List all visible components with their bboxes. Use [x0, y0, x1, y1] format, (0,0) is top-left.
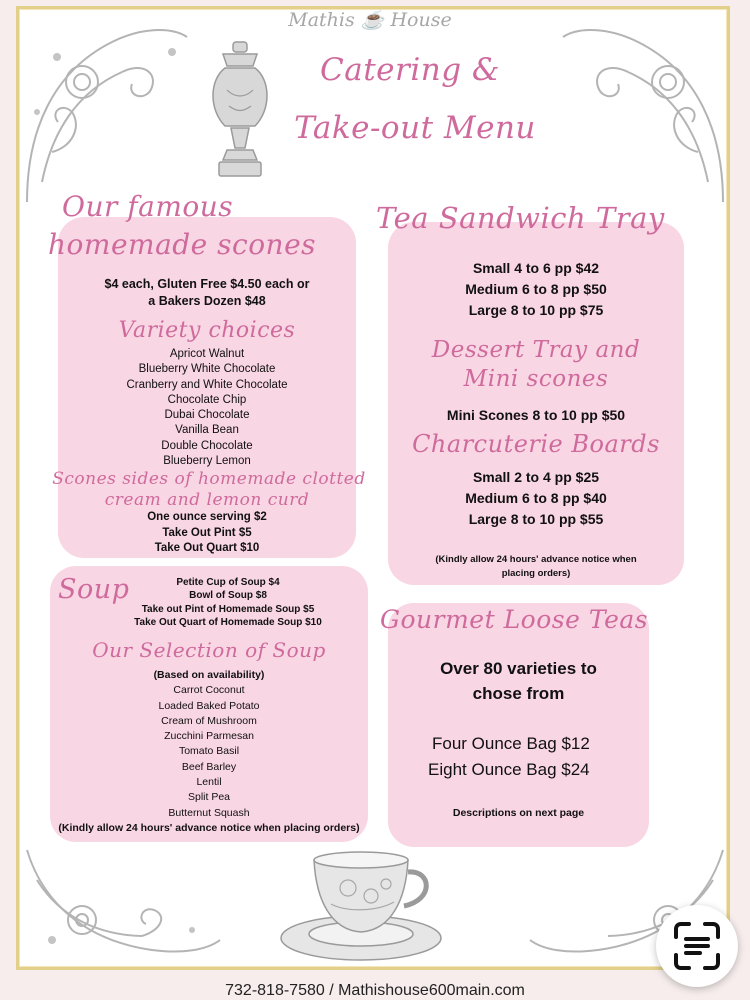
loose-teas-heading: Gourmet Loose Teas	[380, 605, 649, 634]
charcuterie-size: Large 8 to 10 pp $55	[468, 511, 604, 527]
soup-heading: Soup	[58, 574, 130, 605]
title-line-1: Catering &	[320, 52, 500, 88]
tea-tray-notice	[388, 553, 684, 581]
variety-list	[58, 347, 356, 469]
loose-teas-note: Descriptions on next page	[452, 807, 585, 819]
sides-heading-line-2: cream and lemon curd	[104, 490, 310, 510]
scones-price-line-2: a Bakers Dozen $48	[148, 294, 266, 308]
tea-tray-sizes	[388, 258, 684, 321]
soup-price-item: Petite Cup of Soup $4	[176, 577, 280, 588]
footer-contact: 732-818-7580 / Mathishouse600main.com	[225, 982, 525, 999]
soup-item: Loaded Baked Potato	[158, 699, 260, 712]
tea-tray-notice-line-2: placing orders)	[501, 568, 571, 579]
soup-item: Split Pea	[187, 791, 231, 804]
charcuterie-heading: Charcuterie Boards	[412, 430, 660, 458]
variety-item: Double Chocolate	[161, 439, 253, 452]
loose-teas-intro-line-1: Over 80 varieties to	[440, 659, 597, 678]
tea-tray-heading: Tea Sandwich Tray	[376, 201, 665, 235]
charcuterie-size: Small 2 to 4 pp $25	[472, 469, 600, 485]
loose-teas-bag-1: Four Ounce Bag $12	[432, 734, 590, 753]
soup-item: Cream of Mushroom	[161, 714, 257, 727]
variety-item: Dubai Chocolate	[164, 409, 250, 422]
sides-item: Take Out Pint $5	[162, 526, 252, 539]
soup-notice: (Kindly allow 24 hours' advance notice when placing orders)	[58, 821, 360, 834]
soup-item-list	[50, 668, 368, 836]
scones-heading-line-1: Our famous	[62, 190, 234, 223]
soup-selection-heading: Our Selection of Soup	[92, 638, 326, 662]
brand-name: Mathis ☕ House	[288, 9, 452, 31]
text-scan-icon	[656, 905, 738, 987]
dessert-heading-line-1: Dessert Tray and	[431, 337, 641, 363]
text-scan-button[interactable]	[656, 905, 738, 987]
scones-heading-line-2: homemade scones	[48, 228, 317, 261]
scones-price-line-1: $4 each, Gluten Free $4.50 each or	[104, 277, 310, 291]
tea-tray-size: Medium 6 to 8 pp $50	[465, 281, 607, 297]
charcuterie-size: Medium 6 to 8 pp $40	[465, 490, 607, 506]
soup-item: Beef Barley	[181, 760, 237, 773]
soup-item: Tomato Basil	[178, 745, 240, 758]
corner-ornament-top-right	[558, 12, 728, 212]
corner-ornament-top-left	[22, 12, 192, 212]
tea-tray-size: Large 8 to 10 pp $75	[468, 302, 604, 318]
variety-item: Blueberry Lemon	[163, 455, 251, 468]
loose-teas-bag-2: Eight Ounce Bag $24	[428, 760, 590, 779]
scones-price-block	[58, 276, 356, 310]
soup-item: Carrot Coconut	[173, 684, 245, 697]
variety-item: Blueberry White Chocolate	[138, 363, 276, 376]
sides-item: Take Out Quart $10	[154, 542, 260, 554]
soup-availability-note: (Based on availability)	[153, 669, 265, 681]
soup-price-item: Bowl of Soup $8	[189, 590, 267, 602]
soup-price-item: Take out Pint of Homemade Soup $5	[141, 603, 315, 615]
dessert-heading-line-2: Mini scones	[463, 366, 609, 392]
tea-tray-size: Small 4 to 6 pp $42	[472, 260, 600, 276]
charcuterie-sizes	[388, 467, 684, 530]
variety-item: Apricot Walnut	[169, 348, 245, 360]
variety-heading: Variety choices	[118, 318, 296, 343]
teacup-icon	[276, 848, 446, 966]
variety-item: Chocolate Chip	[167, 393, 247, 406]
variety-item: Vanilla Bean	[175, 424, 239, 437]
dessert-item: Mini Scones 8 to 10 pp $50	[446, 407, 626, 423]
soup-item: Butternut Squash	[168, 806, 250, 819]
urn-icon	[205, 40, 275, 182]
loose-teas-intro-line-2: chose from	[472, 684, 565, 703]
sides-item: One ounce serving $2	[147, 511, 267, 523]
soup-price-list	[100, 576, 356, 629]
soup-item: Zucchini Parmesan	[164, 730, 254, 743]
variety-item: Cranberry and White Chocolate	[126, 378, 288, 391]
sides-heading-line-1: Scones sides of homemade clotted	[52, 469, 366, 489]
soup-item: Lentil	[196, 776, 222, 789]
soup-price-item: Take Out Quart of Homemade Soup $10	[134, 616, 322, 628]
sides-list	[58, 510, 356, 557]
loose-teas-intro	[388, 656, 649, 706]
title-line-2: Take-out Menu	[294, 110, 536, 146]
tea-tray-notice-line-1: (Kindly allow 24 hours' advance notice when	[435, 554, 637, 565]
corner-ornament-bottom-left	[22, 840, 222, 960]
